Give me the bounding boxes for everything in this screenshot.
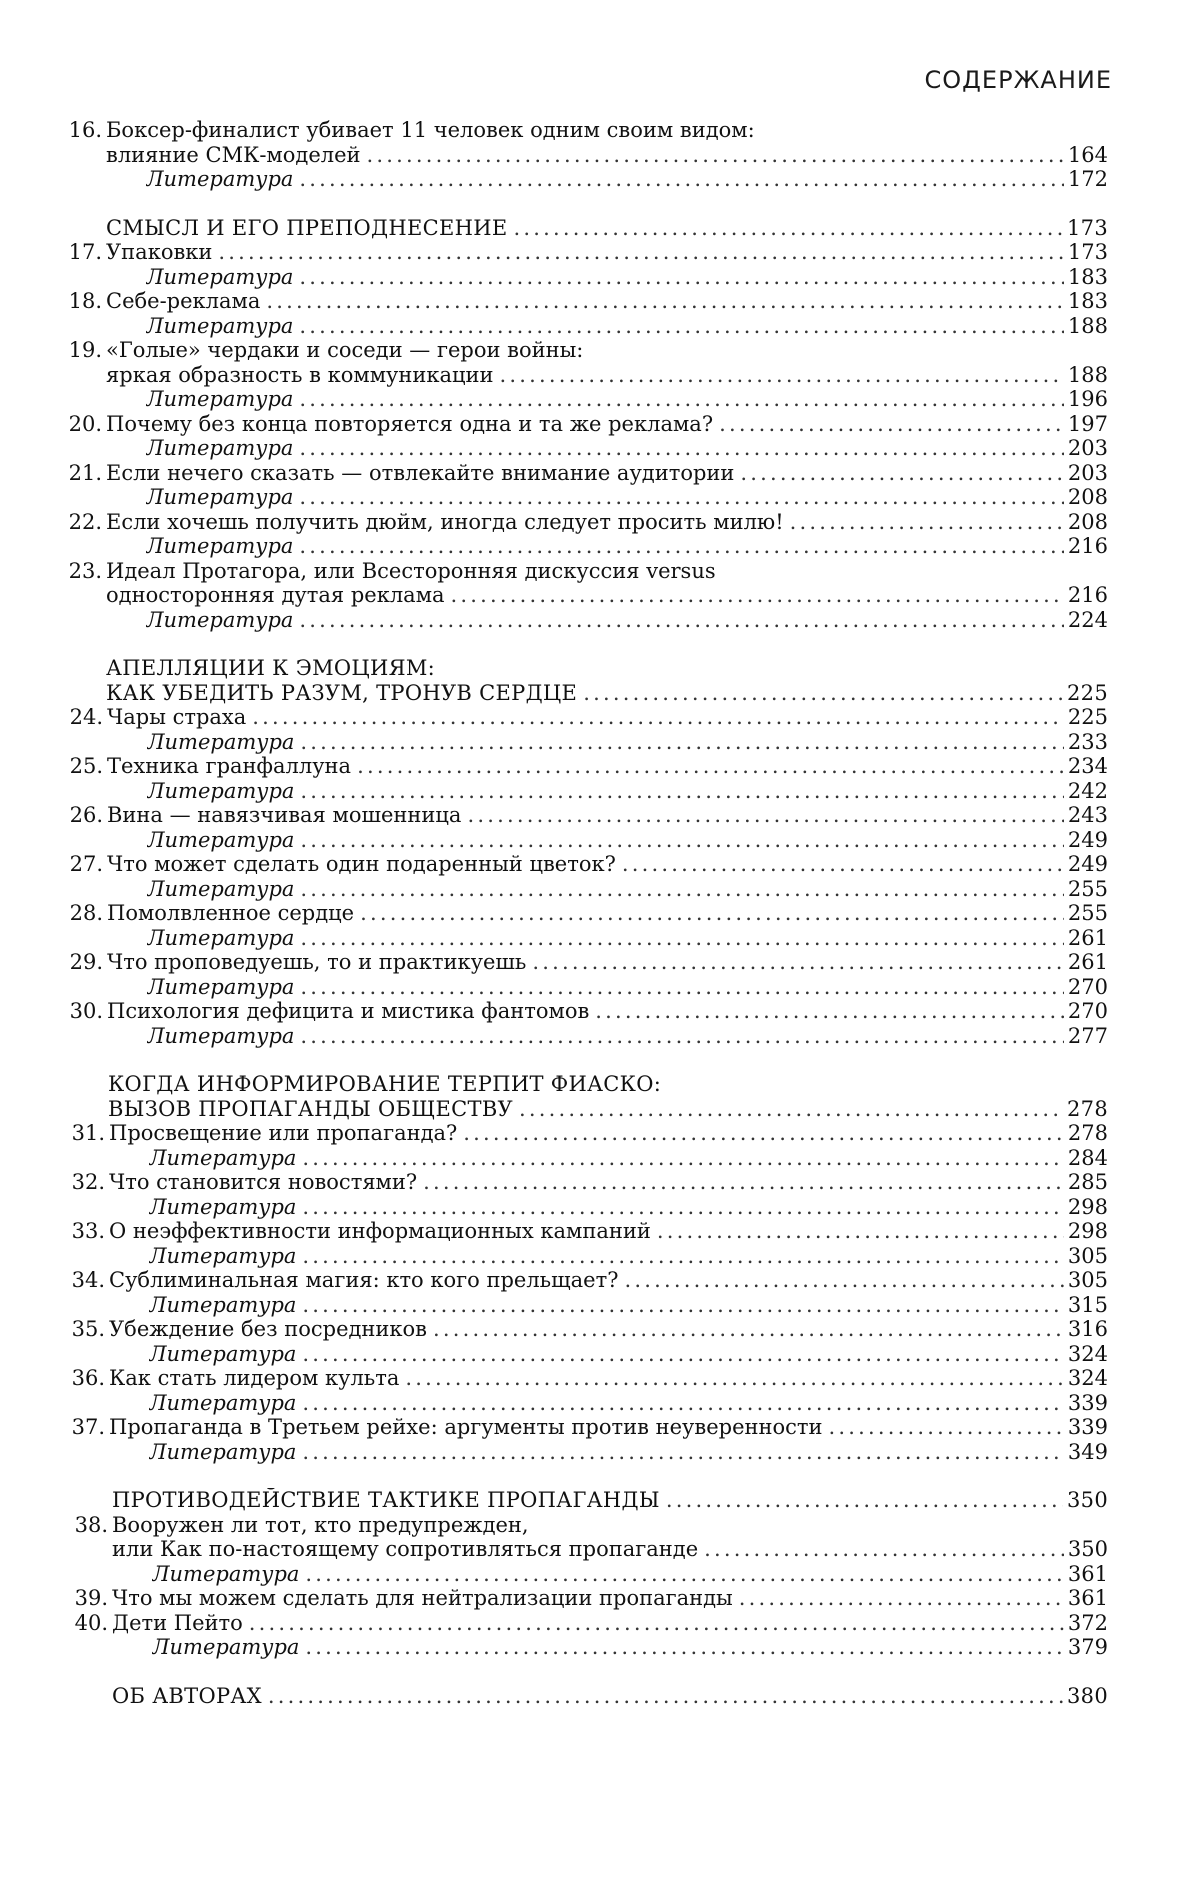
- dot-leader: [299, 485, 1063, 510]
- page-number: 349: [1064, 1440, 1108, 1465]
- page-number: 316: [1064, 1317, 1108, 1342]
- toc-literature: [0, 265, 1200, 290]
- page-number: 270: [1064, 999, 1108, 1024]
- chapter-title: Что мы можем сделать для нейтрализации пропаганды: [112, 1586, 739, 1611]
- chapter-title: Если хочешь получить дюйм, иногда следует просить милю!: [106, 510, 790, 535]
- dot-leader: [300, 975, 1063, 1000]
- page-number: 225: [1063, 681, 1108, 706]
- chapter-number: 34.: [65, 1268, 105, 1293]
- chapter-number: 20.: [62, 412, 102, 437]
- chapter-title: Себе-реклама: [106, 289, 266, 314]
- toc-entry-23: [0, 559, 1200, 584]
- toc-literature: [0, 167, 1200, 192]
- section-title: ПРОТИВОДЕЙСТВИЕ ТАКТИКЕ ПРОПАГАНДЫ: [112, 1488, 666, 1513]
- toc-literature: [0, 485, 1200, 510]
- toc-literature: [0, 387, 1200, 412]
- toc-entry-19: [0, 338, 1200, 363]
- toc-entry-18: [0, 289, 1200, 314]
- page-number: 339: [1064, 1415, 1108, 1440]
- chapter-title: Вооружен ли тот, кто предупрежден,: [112, 1513, 535, 1538]
- toc-entry-26: [0, 803, 1200, 828]
- chapter-title: Что становится новостями?: [109, 1170, 423, 1195]
- toc-entry-34: [0, 1268, 1200, 1293]
- dot-leader: [300, 1024, 1063, 1049]
- dot-leader: [266, 289, 1064, 314]
- about-authors-entry: [0, 1684, 1200, 1709]
- dot-leader: [519, 1097, 1063, 1122]
- toc-entry-29: [0, 950, 1200, 975]
- chapter-title: Боксер-финалист убивает 11 человек одним своим видом:: [106, 118, 761, 143]
- literature-label: Литература: [146, 485, 299, 510]
- chapter-number: 21.: [62, 461, 102, 486]
- dot-leader: [624, 1268, 1063, 1293]
- chapter-number: 29.: [63, 950, 103, 975]
- page-number: 183: [1064, 289, 1108, 314]
- chapter-title-cont: влияние СМК-моделей: [106, 143, 367, 168]
- chapter-title-cont: односторонняя дутая реклама: [106, 583, 451, 608]
- dot-leader: [302, 1342, 1063, 1367]
- dot-leader: [357, 754, 1064, 779]
- section-heading: [0, 1072, 1200, 1097]
- section-title: АПЕЛЛЯЦИИ К ЭМОЦИЯМ:: [106, 656, 441, 681]
- page-number: 188: [1064, 363, 1108, 388]
- section-title-cont: ВЫЗОВ ПРОПАГАНДЫ ОБЩЕСТВУ: [108, 1097, 519, 1122]
- chapter-title: Упаковки: [106, 240, 218, 265]
- toc-entry-32: [0, 1170, 1200, 1195]
- literature-label: Литература: [147, 828, 300, 853]
- toc-literature: [0, 436, 1200, 461]
- chapter-title: Как стать лидером культа: [109, 1366, 405, 1391]
- toc-literature: [0, 1024, 1200, 1049]
- page-number: 339: [1064, 1391, 1108, 1416]
- chapter-title: Техника гранфаллуна: [107, 754, 357, 779]
- chapter-number: 26.: [63, 803, 103, 828]
- chapter-number: 23.: [62, 559, 102, 584]
- toc-entry-33: [0, 1219, 1200, 1244]
- section-heading-cont: [0, 1097, 1200, 1122]
- toc-literature: [0, 608, 1200, 633]
- page-number: 255: [1064, 901, 1108, 926]
- toc-literature: [0, 828, 1200, 853]
- page-number: 315: [1064, 1293, 1108, 1318]
- literature-label: Литература: [152, 1562, 305, 1587]
- toc-literature: [0, 1635, 1200, 1660]
- dot-leader: [299, 387, 1063, 412]
- dot-leader: [302, 1440, 1063, 1465]
- toc-literature: [0, 1293, 1200, 1318]
- chapter-title: Психология дефицита и мистика фантомов: [107, 999, 595, 1024]
- dot-leader: [739, 1586, 1064, 1611]
- dot-leader: [300, 730, 1063, 755]
- literature-label: Литература: [146, 534, 299, 559]
- chapter-title: Убеждение без посредников: [109, 1317, 433, 1342]
- dot-leader: [299, 265, 1063, 290]
- toc-entry-19-cont: [0, 363, 1200, 388]
- page-number: 183: [1064, 265, 1108, 290]
- toc-entry-37: [0, 1415, 1200, 1440]
- page-number: 324: [1064, 1342, 1108, 1367]
- toc-literature: [0, 1440, 1200, 1465]
- page-number: 216: [1064, 534, 1108, 559]
- page-number: 224: [1064, 608, 1108, 633]
- dot-leader: [268, 1684, 1063, 1709]
- toc-literature: [0, 1562, 1200, 1587]
- chapter-title: Почему без конца повторяется одна и та же реклама?: [106, 412, 719, 437]
- chapter-title: «Голые» чердаки и соседи — герои войны:: [106, 338, 589, 363]
- dot-leader: [300, 877, 1063, 902]
- chapter-title: Что проповедуешь, то и практикуешь: [107, 950, 532, 975]
- literature-label: Литература: [152, 1635, 305, 1660]
- section-title: СМЫСЛ И ЕГО ПРЕПОДНЕСЕНИЕ: [106, 216, 514, 241]
- dot-leader: [302, 1244, 1063, 1269]
- toc-entry-24: [0, 705, 1200, 730]
- chapter-number: 30.: [63, 999, 103, 1024]
- toc-literature: [0, 534, 1200, 559]
- page-number: 249: [1064, 828, 1108, 853]
- dot-leader: [514, 216, 1064, 241]
- dot-leader: [367, 143, 1064, 168]
- section-heading: [0, 656, 1200, 681]
- dot-leader: [622, 852, 1064, 877]
- page-number: 172: [1064, 167, 1108, 192]
- literature-label: Литература: [149, 1342, 302, 1367]
- toc-entry-28: [0, 901, 1200, 926]
- toc-entry-21: [0, 461, 1200, 486]
- toc-literature: [0, 1146, 1200, 1171]
- dot-leader: [463, 1121, 1064, 1146]
- dot-leader: [500, 363, 1064, 388]
- dot-leader: [299, 608, 1063, 633]
- page-number: 173: [1064, 240, 1108, 265]
- page-number: 216: [1064, 583, 1108, 608]
- toc-entry-16: [0, 118, 1200, 143]
- dot-leader: [300, 828, 1063, 853]
- page-number: 203: [1064, 461, 1108, 486]
- page-number: 379: [1064, 1635, 1108, 1660]
- dot-leader: [302, 1391, 1063, 1416]
- page-number: 361: [1064, 1562, 1108, 1587]
- page-number: 242: [1064, 779, 1108, 804]
- page-number: 196: [1064, 387, 1108, 412]
- toc-entry-39: [0, 1586, 1200, 1611]
- page-number: 298: [1064, 1195, 1108, 1220]
- dot-leader: [451, 583, 1064, 608]
- toc-entry-35: [0, 1317, 1200, 1342]
- page-number: 225: [1064, 705, 1108, 730]
- dot-leader: [740, 461, 1063, 486]
- toc-entry-40: [0, 1611, 1200, 1636]
- toc-literature: [0, 1244, 1200, 1269]
- page-number: 270: [1064, 975, 1108, 1000]
- dot-leader: [532, 950, 1064, 975]
- dot-leader: [300, 779, 1063, 804]
- chapter-title: Если нечего сказать — отвлекайте внимание аудитории: [106, 461, 740, 486]
- chapter-number: 28.: [63, 901, 103, 926]
- dot-leader: [302, 1293, 1063, 1318]
- chapter-title: О неэффективности информационных кампаний: [109, 1219, 657, 1244]
- literature-label: Литература: [146, 265, 299, 290]
- section-heading: [0, 216, 1200, 241]
- section-title: ОБ АВТОРАХ: [112, 1684, 268, 1709]
- page-number: 234: [1064, 754, 1108, 779]
- page-number: 261: [1064, 926, 1108, 951]
- literature-label: Литература: [149, 1244, 302, 1269]
- chapter-number: 35.: [65, 1317, 105, 1342]
- literature-label: Литература: [149, 1146, 302, 1171]
- dot-leader: [305, 1635, 1063, 1660]
- dot-leader: [666, 1488, 1063, 1513]
- toc-literature: [0, 877, 1200, 902]
- chapter-number: 39.: [68, 1586, 108, 1611]
- literature-label: Литература: [149, 1440, 302, 1465]
- dot-leader: [467, 803, 1063, 828]
- page-number: 208: [1064, 485, 1108, 510]
- chapter-title: Дети Пейто: [112, 1611, 249, 1636]
- literature-label: Литература: [147, 730, 300, 755]
- page-number: 277: [1064, 1024, 1108, 1049]
- page-number: 188: [1064, 314, 1108, 339]
- dot-leader: [583, 681, 1063, 706]
- toc-entry-23-cont: [0, 583, 1200, 608]
- page-number: 361: [1064, 1586, 1108, 1611]
- chapter-title: Помолвленное сердце: [107, 901, 360, 926]
- dot-leader: [299, 534, 1063, 559]
- section-heading: [0, 1488, 1200, 1513]
- page-number: 305: [1064, 1244, 1108, 1269]
- chapter-number: 16.: [62, 118, 102, 143]
- page-number: 233: [1064, 730, 1108, 755]
- dot-leader: [790, 510, 1064, 535]
- literature-label: Литература: [149, 1391, 302, 1416]
- toc-literature: [0, 975, 1200, 1000]
- toc-entry-25: [0, 754, 1200, 779]
- toc-entry-17: [0, 240, 1200, 265]
- page-number: 324: [1064, 1366, 1108, 1391]
- literature-label: Литература: [147, 779, 300, 804]
- page-number: 278: [1064, 1121, 1108, 1146]
- literature-label: Литература: [146, 314, 299, 339]
- page-number: 249: [1064, 852, 1108, 877]
- section-heading-cont: [0, 681, 1200, 706]
- chapter-title: Просвещение или пропаганда?: [109, 1121, 463, 1146]
- dot-leader: [252, 705, 1064, 730]
- page-number: 305: [1064, 1268, 1108, 1293]
- toc-literature: [0, 926, 1200, 951]
- page-number: 203: [1064, 436, 1108, 461]
- page-number: 278: [1063, 1097, 1108, 1122]
- chapter-number: 19.: [62, 338, 102, 363]
- chapter-number: 18.: [62, 289, 102, 314]
- dot-leader: [704, 1537, 1064, 1562]
- dot-leader: [302, 1195, 1063, 1220]
- chapter-number: 33.: [65, 1219, 105, 1244]
- dot-leader: [305, 1562, 1063, 1587]
- chapter-title-cont: яркая образность в коммуникации: [106, 363, 500, 388]
- page-number: 285: [1064, 1170, 1108, 1195]
- dot-leader: [299, 314, 1063, 339]
- toc-literature: [0, 730, 1200, 755]
- literature-label: Литература: [146, 167, 299, 192]
- dot-leader: [249, 1611, 1064, 1636]
- dot-leader: [302, 1146, 1063, 1171]
- toc-literature: [0, 1391, 1200, 1416]
- toc-entry-22: [0, 510, 1200, 535]
- dot-leader: [299, 167, 1063, 192]
- chapter-number: 36.: [65, 1366, 105, 1391]
- page-number: 173: [1063, 216, 1108, 241]
- page-number: 380: [1063, 1684, 1108, 1709]
- chapter-title: Чары страха: [107, 705, 252, 730]
- section-title: КОГДА ИНФОРМИРОВАНИЕ ТЕРПИТ ФИАСКО:: [108, 1072, 667, 1097]
- toc-entry-36: [0, 1366, 1200, 1391]
- toc-entry-16-cont: [0, 143, 1200, 168]
- literature-label: Литература: [149, 1195, 302, 1220]
- chapter-title: Идеал Протагора, или Всесторонняя дискуссия versus: [106, 559, 722, 584]
- toc-literature: [0, 779, 1200, 804]
- toc-entry-38-cont: [0, 1537, 1200, 1562]
- dot-leader: [423, 1170, 1064, 1195]
- dot-leader: [299, 436, 1063, 461]
- chapter-title: Сублиминальная магия: кто кого прельщает?: [109, 1268, 624, 1293]
- toc-entry-31: [0, 1121, 1200, 1146]
- chapter-title: Пропаганда в Третьем рейхе: аргументы против неуверенности: [109, 1415, 829, 1440]
- literature-label: Литература: [147, 877, 300, 902]
- literature-label: Литература: [146, 387, 299, 412]
- literature-label: Литература: [146, 608, 299, 633]
- literature-label: Литература: [149, 1293, 302, 1318]
- page-number: 197: [1064, 412, 1108, 437]
- page-number: 284: [1064, 1146, 1108, 1171]
- toc-entry-27: [0, 852, 1200, 877]
- chapter-number: 27.: [63, 852, 103, 877]
- dot-leader: [218, 240, 1064, 265]
- dot-leader: [595, 999, 1064, 1024]
- page-number: 350: [1064, 1537, 1108, 1562]
- dot-leader: [719, 412, 1064, 437]
- toc-literature: [0, 314, 1200, 339]
- page-number: 261: [1064, 950, 1108, 975]
- literature-label: Литература: [147, 926, 300, 951]
- running-header: СОДЕРЖАНИЕ: [925, 66, 1112, 94]
- literature-label: Литература: [147, 1024, 300, 1049]
- toc-literature: [0, 1342, 1200, 1367]
- dot-leader: [360, 901, 1064, 926]
- chapter-number: 24.: [63, 705, 103, 730]
- dot-leader: [300, 926, 1063, 951]
- section-title-cont: КАК УБЕДИТЬ РАЗУМ, ТРОНУВ СЕРДЦЕ: [106, 681, 583, 706]
- chapter-number: 32.: [65, 1170, 105, 1195]
- toc-entry-30: [0, 999, 1200, 1024]
- page-number: 164: [1064, 143, 1108, 168]
- chapter-title: Что может сделать один подаренный цветок?: [107, 852, 622, 877]
- literature-label: Литература: [146, 436, 299, 461]
- chapter-number: 38.: [68, 1513, 108, 1538]
- page-number: 298: [1064, 1219, 1108, 1244]
- toc-literature: [0, 1195, 1200, 1220]
- dot-leader: [405, 1366, 1064, 1391]
- chapter-title: Вина — навязчивая мошенница: [107, 803, 467, 828]
- dot-leader: [433, 1317, 1064, 1342]
- chapter-number: 17.: [62, 240, 102, 265]
- page-number: 350: [1063, 1488, 1108, 1513]
- page-number: 243: [1064, 803, 1108, 828]
- page-number: 208: [1064, 510, 1108, 535]
- page-number: 372: [1064, 1611, 1108, 1636]
- chapter-number: 25.: [63, 754, 103, 779]
- dot-leader: [657, 1219, 1064, 1244]
- chapter-number: 22.: [62, 510, 102, 535]
- table-of-contents: [0, 118, 1200, 1708]
- chapter-number: 37.: [65, 1415, 105, 1440]
- literature-label: Литература: [147, 975, 300, 1000]
- chapter-number: 40.: [68, 1611, 108, 1636]
- chapter-title-cont: или Как по-настоящему сопротивляться пропаганде: [112, 1537, 704, 1562]
- chapter-number: 31.: [65, 1121, 105, 1146]
- dot-leader: [829, 1415, 1064, 1440]
- page-number: 255: [1064, 877, 1108, 902]
- book-page: [0, 0, 1200, 1887]
- toc-entry-20: [0, 412, 1200, 437]
- toc-entry-38: [0, 1513, 1200, 1538]
